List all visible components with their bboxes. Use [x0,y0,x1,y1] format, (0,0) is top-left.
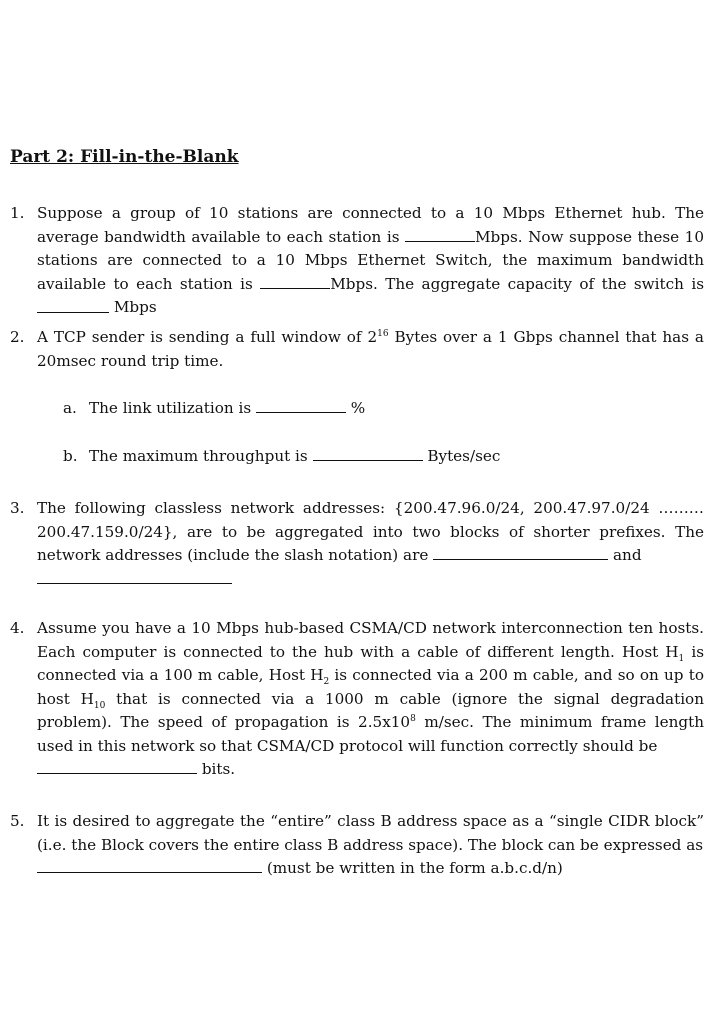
question-number: 1. [10,204,25,222]
question-text: (must be written in the form a.b.c.d/n) [262,859,563,878]
answer-blank-max-throughput[interactable] [313,445,423,461]
question-text: Mbps. The aggregate capacity of the switch is [330,274,704,293]
subscript: 2 [323,677,330,688]
answer-blank-cidr-block[interactable] [37,857,262,873]
answer-blank-aggregate-capacity[interactable] [37,296,109,312]
answer-blank-block-1[interactable] [433,544,608,560]
question-text: and [608,546,642,565]
answer-blank-switch-bandwidth[interactable] [260,273,330,289]
question-number: 2. [10,328,25,346]
question-4 [10,617,704,782]
question-text: is connected via a 200 m cable, and so on up to host H [37,666,704,708]
question-text: The following classless network addresses: {200.47.96.0/24, 200.47.97.0/24 ……… 200.47.159.0/24}, are to be aggregated into two blocks of shorter prefixes. The network addresses (include the slash notation) are [37,499,704,565]
question-number: 4. [10,619,25,637]
question-2a [63,397,365,421]
subquestion-text: The link utilization is [89,399,256,418]
unit-label: % [345,399,366,418]
subquestion-letter: a. [63,399,77,418]
subquestion-text: The maximum throughput is [89,447,313,466]
answer-blank-hub-bandwidth[interactable] [405,226,475,242]
subscript: 1 [678,653,685,664]
question-2 [10,326,704,373]
question-text: that is connected via a 1000 m cable (ignore the signal degradation problem). The speed of propagation is 2.5x10 [37,689,704,731]
question-text: Mbps [109,298,157,317]
question-text: bits. [197,760,236,779]
question-text: It is desired to aggregate the “entire” class B address space as a “single CIDR block” (i.e. the Block covers the entire class B address space). The block can be expressed as [37,812,704,854]
question-3 [10,497,704,591]
question-text: is connected via a 100 m cable, Host H [37,642,704,684]
question-5 [10,810,704,881]
answer-blank-link-utilization[interactable] [256,397,346,413]
unit-label: Bytes/sec [422,447,501,466]
question-1 [10,202,704,320]
question-number: 3. [10,499,25,517]
question-text: Bytes over a 1 Gbps channel that has a 20msec round trip time. [37,328,704,370]
question-text: A TCP sender is sending a full window of 2 [37,328,378,346]
question-text: Suppose a group of 10 stations are connected to a 10 Mbps Ethernet hub. The average bandwidth available to each station is [37,204,704,246]
answer-blank-block-2[interactable] [37,568,232,584]
exponent: 8 [410,713,416,724]
question-text: Mbps. Now suppose these 10 stations are connected to a 10 Mbps Ethernet Switch, the maximum bandwidth available to each station is [37,227,704,293]
question-text: m/sec. The minimum frame length used in this network so that CSMA/CD protocol will function correctly should be [37,713,704,755]
exponent: 16 [377,328,389,339]
question-number: 5. [10,812,25,830]
question-text: Assume you have a 10 Mbps hub-based CSMA/CD network interconnection ten hosts. Each computer is connected to the hub with a cable of different length. Host H [37,619,704,661]
section-heading: Part 2: Fill-in-the-Blank [10,147,239,167]
subquestion-letter: b. [63,447,78,466]
answer-blank-min-frame-length[interactable] [37,758,197,774]
subscript: 10 [93,700,106,711]
question-2b [63,445,500,469]
